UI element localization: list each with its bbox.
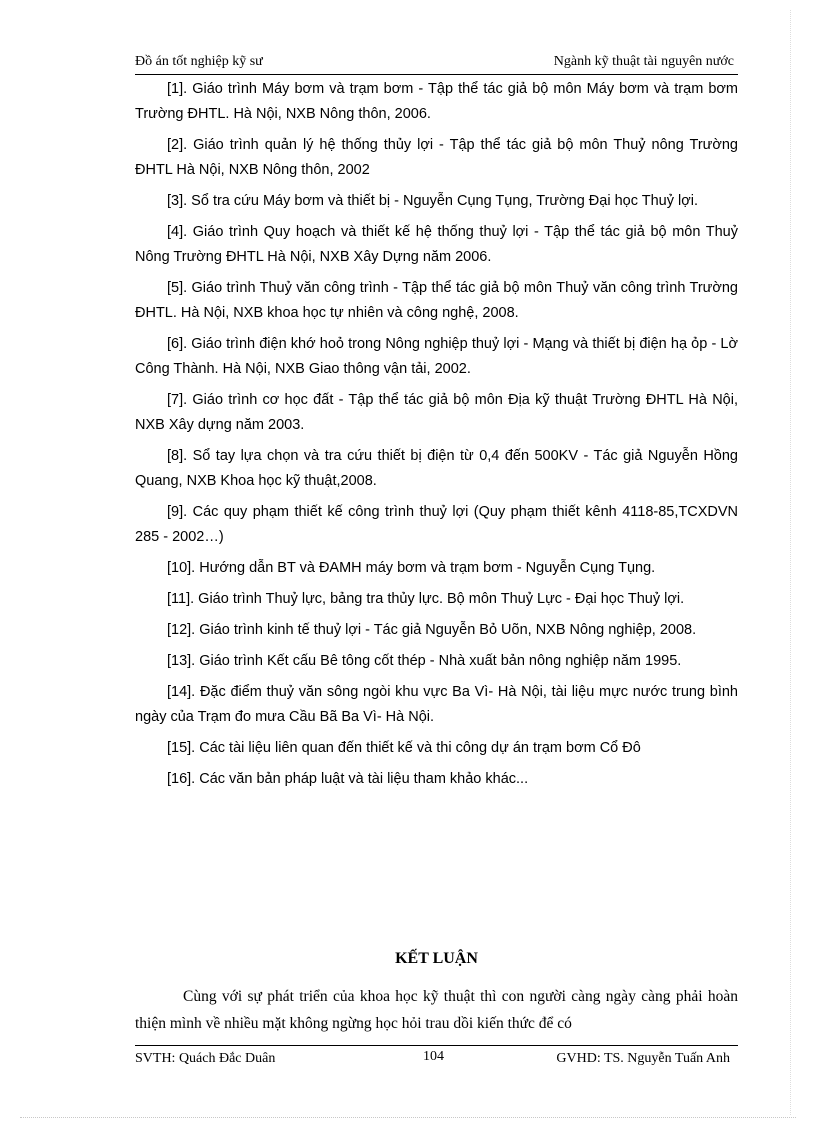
page-edge-divider bbox=[20, 1117, 796, 1118]
reference-item: [9]. Các quy phạm thiết kế công trình thuỷ lợi (Quy phạm thiết kênh 4118-85,TCXDVN 285 - 2002…) bbox=[135, 504, 738, 545]
reference-item: [12]. Giáo trình kinh tế thuỷ lợi - Tác giả Nguyễn Bỏ Uõn, NXB Nông nghiệp, 2008. bbox=[167, 622, 697, 638]
reference-item: [5]. Giáo trình Thuỷ văn công trình - Tập thể tác giả bộ môn Thuỷ văn công trình Trường ĐHTL. Hà Nội, NXB khoa học tự nhiên và công nghệ, 2008. bbox=[135, 280, 738, 321]
reference-item: [8]. Sổ tay lựa chọn và tra cứu thiết bị điện từ 0,4 đến 500KV - Tác giả Nguyễn Hồng Quang, NXB Khoa học kỹ thuật,2008. bbox=[135, 448, 738, 489]
reference-item: [16]. Các văn bản pháp luật và tài liệu tham khảo khác... bbox=[167, 771, 529, 787]
page-header bbox=[135, 48, 738, 75]
reference-item: [1]. Giáo trình Máy bơm và trạm bơm - Tập thể tác giả bộ môn Máy bơm và trạm bơm Trường ĐHTL. Hà Nội, NXB Nông thôn, 2006. bbox=[135, 81, 738, 122]
reference-list bbox=[135, 77, 738, 798]
reference-item: [13]. Giáo trình Kết cấu Bê tông cốt thép - Nhà xuất bản nông nghiệp năm 1995. bbox=[167, 653, 682, 669]
reference-item: [10]. Hướng dẫn BT và ĐAMH máy bơm và trạm bơm - Nguyễn Cụng Tụng. bbox=[167, 560, 656, 576]
reference-item: [3]. Sổ tra cứu Máy bơm và thiết bị - Nguyễn Cụng Tụng, Trường Đại học Thuỷ lợi. bbox=[167, 193, 698, 209]
page-footer bbox=[135, 1045, 738, 1072]
footer-student: SVTH: Quách Đắc Duân bbox=[135, 1051, 276, 1066]
reference-item: [7]. Giáo trình cơ học đất - Tập thể tác giả bộ môn Địa kỹ thuật Trường ĐHTL Hà Nội, NXB Xây dựng năm 2003. bbox=[135, 392, 738, 433]
conclusion-paragraph: Cùng với sự phát triển của khoa học kỹ thuật thì con người càng ngày càng phải hoàn thiện mình về nhiều mặt không ngừng học hỏi trau dồi kiến thức để có bbox=[135, 988, 738, 1032]
conclusion-heading: KẾT LUẬN bbox=[395, 950, 478, 967]
reference-item: [2]. Giáo trình quản lý hệ thống thủy lợi - Tập thể tác giả bộ môn Thuỷ nông Trường ĐHTL Hà Nội, NXB Nông thôn, 2002 bbox=[135, 137, 738, 178]
reference-item: [15]. Các tài liệu liên quan đến thiết kế và thi công dự án trạm bơm Cổ Đô bbox=[167, 740, 641, 756]
footer-supervisor: GVHD: TS. Nguyễn Tuấn Anh bbox=[556, 1051, 730, 1066]
header-right-text: Ngành kỹ thuật tài nguyên nước bbox=[553, 54, 734, 69]
page-number: 104 bbox=[423, 1049, 444, 1064]
reference-item: [11]. Giáo trình Thuỷ lực, bảng tra thủy lực. Bộ môn Thuỷ Lực - Đại học Thuỷ lợi. bbox=[167, 591, 685, 607]
reference-item: [6]. Giáo trình điện khớ hoỏ trong Nông nghiệp thuỷ lợi - Mạng và thiết bị điện hạ ỏp - Lờ Công Thành. Hà Nội, NXB Giao thông vận tải, 2002. bbox=[135, 336, 738, 377]
reference-item: [4]. Giáo trình Quy hoạch và thiết kế hệ thống thuỷ lợi - Tập thể tác giả bộ môn Thuỷ Nông Trường ĐHTL Hà Nội, NXB Xây Dựng năm 2006. bbox=[135, 224, 738, 265]
reference-item: [14]. Đặc điểm thuỷ văn sông ngòi khu vực Ba Vì- Hà Nội, tài liệu mực nước trung bình ngày của Trạm đo mưa Cầu Bã Ba Vì- Hà Nội. bbox=[135, 684, 738, 725]
header-left-text: Đồ án tốt nghiệp kỹ sư bbox=[135, 54, 263, 69]
page-edge-divider-right bbox=[790, 10, 791, 1115]
